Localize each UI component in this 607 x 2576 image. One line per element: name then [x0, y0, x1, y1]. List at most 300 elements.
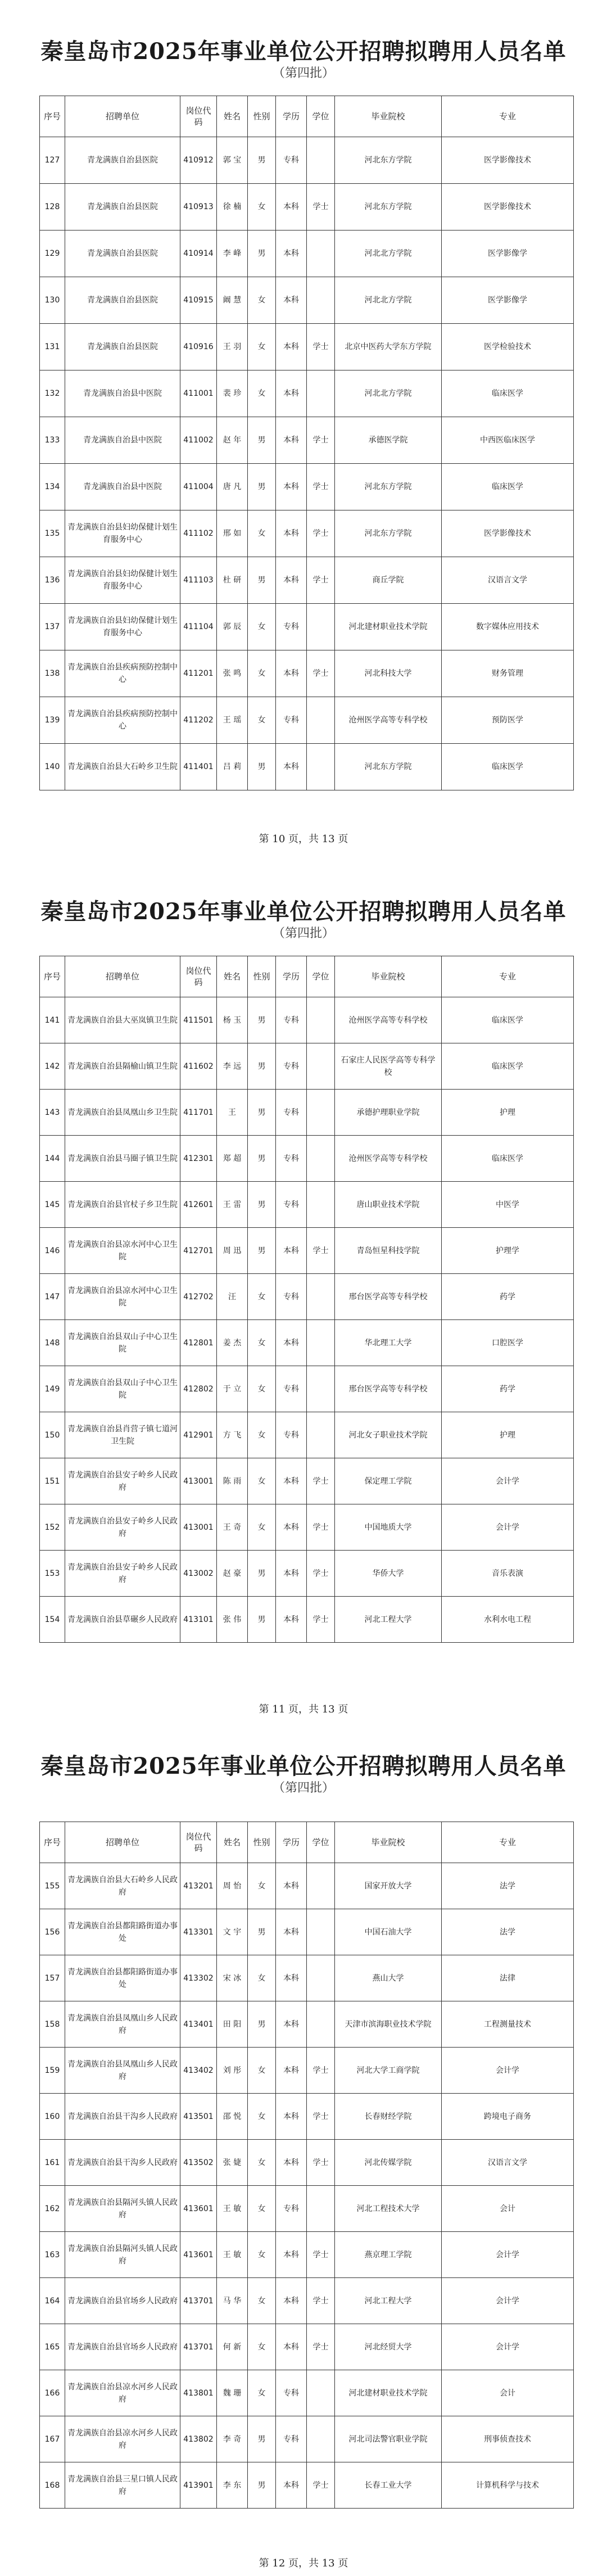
- column-header: 姓名: [217, 1822, 248, 1863]
- table-row: [40, 1136, 574, 1182]
- cell-major: 会计学: [442, 2048, 574, 2094]
- cell-school: 保定理工学院: [335, 1458, 442, 1504]
- cell-school: 河北建材职业技术学院: [335, 604, 442, 650]
- cell-degree: [307, 997, 335, 1043]
- cell-code: 413001: [180, 1458, 217, 1504]
- cell-code: 411501: [180, 997, 217, 1043]
- table-row: [40, 997, 574, 1043]
- cell-degree: [307, 604, 335, 650]
- cell-name: 张 婕: [217, 2140, 248, 2186]
- cell-name: 邵 悦: [217, 2094, 248, 2140]
- cell-major: 会计: [442, 2186, 574, 2232]
- cell-edu: 专科: [276, 2370, 307, 2416]
- cell-name: 郭 辰: [217, 604, 248, 650]
- page-number: 第 11 页，共 13 页: [259, 1703, 348, 1715]
- cell-major: 财务管理: [442, 650, 574, 697]
- cell-no: 134: [40, 464, 65, 510]
- cell-edu: 专科: [276, 997, 307, 1043]
- cell-sex: 女: [248, 2186, 276, 2232]
- table-header-row: [40, 96, 574, 137]
- cell-name: 王: [217, 1090, 248, 1136]
- cell-school: 燕山大学: [335, 1955, 442, 2001]
- cell-edu: 本科: [276, 370, 307, 417]
- cell-code: 411103: [180, 557, 217, 604]
- cell-no: 166: [40, 2370, 65, 2416]
- cell-school: 河北东方学院: [335, 464, 442, 510]
- cell-name: 张 伟: [217, 1597, 248, 1643]
- cell-school: 河北工程大学: [335, 2278, 442, 2324]
- cell-major: 会计: [442, 2370, 574, 2416]
- table-row: [40, 650, 574, 697]
- cell-name: 文 宇: [217, 1909, 248, 1955]
- cell-school: 河北北方学院: [335, 277, 442, 324]
- cell-school: 河北北方学院: [335, 231, 442, 277]
- cell-degree: [307, 1274, 335, 1320]
- cell-no: 130: [40, 277, 65, 324]
- cell-name: 吕 莉: [217, 744, 248, 790]
- table-row: [40, 137, 574, 184]
- cell-major: 跨境电子商务: [442, 2094, 574, 2140]
- column-header: 性别: [248, 956, 276, 997]
- cell-name: 阚 慧: [217, 277, 248, 324]
- cell-edu: 本科: [276, 557, 307, 604]
- page-number: 第 10 页，共 13 页: [259, 833, 348, 845]
- cell-edu: 本科: [276, 2232, 307, 2278]
- cell-degree: 学士: [307, 557, 335, 604]
- cell-sex: 男: [248, 1182, 276, 1228]
- cell-degree: 学士: [307, 324, 335, 370]
- cell-code: 413701: [180, 2324, 217, 2370]
- roster-table: [39, 96, 574, 790]
- cell-edu: 本科: [276, 1863, 307, 1909]
- cell-unit: 青龙满族自治县双山子中心卫生院: [65, 1320, 180, 1366]
- cell-degree: [307, 137, 335, 184]
- cell-major: 预防医学: [442, 697, 574, 744]
- cell-major: 水利水电工程: [442, 1597, 574, 1643]
- cell-name: 周 怡: [217, 1863, 248, 1909]
- cell-code: 413201: [180, 1863, 217, 1909]
- cell-name: 周 迅: [217, 1228, 248, 1274]
- cell-unit: 青龙满族自治县医院: [65, 231, 180, 277]
- cell-code: 411401: [180, 744, 217, 790]
- cell-code: 413301: [180, 1909, 217, 1955]
- cell-code: 411001: [180, 370, 217, 417]
- cell-code: 412301: [180, 1136, 217, 1182]
- cell-name: 刘 彤: [217, 2048, 248, 2094]
- cell-no: 127: [40, 137, 65, 184]
- table-row: [40, 2140, 574, 2186]
- cell-school: 河北工程大学: [335, 1597, 442, 1643]
- cell-degree: [307, 744, 335, 790]
- cell-code: 411701: [180, 1090, 217, 1136]
- cell-edu: 专科: [276, 1274, 307, 1320]
- cell-edu: 专科: [276, 1412, 307, 1458]
- cell-school: 中国地质大学: [335, 1504, 442, 1551]
- cell-unit: 青龙满族自治县双山子中心卫生院: [65, 1366, 180, 1412]
- cell-major: 刑事侦查技术: [442, 2416, 574, 2462]
- cell-name: 宋 冰: [217, 1955, 248, 2001]
- cell-school: 商丘学院: [335, 557, 442, 604]
- cell-school: 唐山职业技术学院: [335, 1182, 442, 1228]
- cell-edu: 本科: [276, 744, 307, 790]
- cell-major: 医学影像技术: [442, 137, 574, 184]
- cell-degree: [307, 1412, 335, 1458]
- cell-unit: 青龙满族自治县干沟乡人民政府: [65, 2140, 180, 2186]
- cell-no: 150: [40, 1412, 65, 1458]
- cell-no: 146: [40, 1228, 65, 1274]
- table-row: [40, 1909, 574, 1955]
- cell-no: 159: [40, 2048, 65, 2094]
- table-row: [40, 1182, 574, 1228]
- cell-no: 132: [40, 370, 65, 417]
- table-row: [40, 417, 574, 464]
- table-row: [40, 1504, 574, 1551]
- cell-name: 邢 如: [217, 510, 248, 557]
- cell-edu: 本科: [276, 277, 307, 324]
- cell-degree: [307, 2370, 335, 2416]
- cell-school: 长春工业大学: [335, 2462, 442, 2509]
- cell-major: 临床医学: [442, 370, 574, 417]
- cell-no: 163: [40, 2232, 65, 2278]
- cell-sex: 男: [248, 2416, 276, 2462]
- cell-degree: 学士: [307, 1228, 335, 1274]
- cell-unit: 青龙满族自治县大石岭乡卫生院: [65, 744, 180, 790]
- cell-school: 河北传媒学院: [335, 2140, 442, 2186]
- page-number: 第 12 页，共 13 页: [259, 2557, 348, 2569]
- cell-school: 河北东方学院: [335, 184, 442, 231]
- cell-degree: [307, 277, 335, 324]
- cell-sex: 女: [248, 184, 276, 231]
- cell-sex: 男: [248, 1228, 276, 1274]
- cell-unit: 青龙满族自治县官场乡人民政府: [65, 2278, 180, 2324]
- cell-no: 138: [40, 650, 65, 697]
- table-row: [40, 604, 574, 650]
- cell-degree: 学士: [307, 2094, 335, 2140]
- cell-edu: 本科: [276, 1551, 307, 1597]
- cell-no: 147: [40, 1274, 65, 1320]
- cell-name: 王 雷: [217, 1182, 248, 1228]
- cell-code: 413302: [180, 1955, 217, 2001]
- column-header: 学历: [276, 956, 307, 997]
- cell-degree: 学士: [307, 650, 335, 697]
- cell-name: 王 敏: [217, 2232, 248, 2278]
- cell-degree: [307, 1909, 335, 1955]
- cell-school: 河北经贸大学: [335, 2324, 442, 2370]
- cell-degree: 学士: [307, 2324, 335, 2370]
- table-header-row: [40, 956, 574, 997]
- cell-school: 中国石油大学: [335, 1909, 442, 1955]
- cell-name: 杨 玉: [217, 997, 248, 1043]
- cell-no: 161: [40, 2140, 65, 2186]
- cell-edu: 本科: [276, 231, 307, 277]
- cell-no: 140: [40, 744, 65, 790]
- cell-unit: 青龙满族自治县妇幼保健计划生育服务中心: [65, 604, 180, 650]
- column-header: 岗位代码: [180, 1822, 217, 1863]
- cell-degree: [307, 1863, 335, 1909]
- cell-name: 李 东: [217, 2462, 248, 2509]
- cell-edu: 本科: [276, 2140, 307, 2186]
- cell-name: 汪: [217, 1274, 248, 1320]
- cell-unit: 青龙满族自治县都阳路街道办事处: [65, 1955, 180, 2001]
- cell-unit: 青龙满族自治县妇幼保健计划生育服务中心: [65, 510, 180, 557]
- cell-name: 魏 珊: [217, 2370, 248, 2416]
- cell-degree: [307, 697, 335, 744]
- cell-no: 165: [40, 2324, 65, 2370]
- table-row: [40, 324, 574, 370]
- cell-no: 142: [40, 1043, 65, 1090]
- roster-table: [39, 1822, 574, 2509]
- cell-major: 医学检验技术: [442, 324, 574, 370]
- cell-unit: 青龙满族自治县医院: [65, 324, 180, 370]
- cell-sex: 女: [248, 697, 276, 744]
- cell-code: 410916: [180, 324, 217, 370]
- cell-school: 河北工程技术大学: [335, 2186, 442, 2232]
- cell-school: 国家开放大学: [335, 1863, 442, 1909]
- cell-degree: [307, 2416, 335, 2462]
- cell-no: 133: [40, 417, 65, 464]
- column-header: 序号: [40, 96, 65, 137]
- column-header: 岗位代码: [180, 96, 217, 137]
- cell-sex: 女: [248, 2370, 276, 2416]
- cell-code: 413402: [180, 2048, 217, 2094]
- cell-school: 河北东方学院: [335, 744, 442, 790]
- cell-sex: 男: [248, 2462, 276, 2509]
- cell-school: 河北司法警官职业学院: [335, 2416, 442, 2462]
- cell-sex: 男: [248, 1043, 276, 1090]
- cell-edu: 本科: [276, 2001, 307, 2048]
- cell-code: 413502: [180, 2140, 217, 2186]
- cell-degree: 学士: [307, 1504, 335, 1551]
- cell-degree: [307, 231, 335, 277]
- column-header: 学位: [307, 956, 335, 997]
- cell-major: 护理学: [442, 1228, 574, 1274]
- cell-sex: 男: [248, 137, 276, 184]
- column-header: 序号: [40, 956, 65, 997]
- cell-unit: 青龙满族自治县医院: [65, 184, 180, 231]
- cell-school: 河北大学工商学院: [335, 2048, 442, 2094]
- cell-school: 邢台医学高等专科学校: [335, 1366, 442, 1412]
- cell-no: 139: [40, 697, 65, 744]
- cell-no: 131: [40, 324, 65, 370]
- cell-no: 137: [40, 604, 65, 650]
- cell-degree: 学士: [307, 464, 335, 510]
- cell-school: 北京中医药大学东方学院: [335, 324, 442, 370]
- roster-table: [39, 956, 574, 1643]
- cell-edu: 专科: [276, 2186, 307, 2232]
- cell-major: 临床医学: [442, 1043, 574, 1090]
- cell-major: 计算机科学与技术: [442, 2462, 574, 2509]
- table-row: [40, 231, 574, 277]
- cell-no: 152: [40, 1504, 65, 1551]
- cell-school: 邢台医学高等专科学校: [335, 1274, 442, 1320]
- cell-edu: 专科: [276, 1136, 307, 1182]
- cell-unit: 青龙满族自治县隔河头镇人民政府: [65, 2186, 180, 2232]
- cell-edu: 本科: [276, 1504, 307, 1551]
- cell-code: 411002: [180, 417, 217, 464]
- cell-name: 李 奇: [217, 2416, 248, 2462]
- table-row: [40, 2370, 574, 2416]
- cell-degree: 学士: [307, 417, 335, 464]
- cell-edu: 本科: [276, 1228, 307, 1274]
- cell-no: 136: [40, 557, 65, 604]
- cell-no: 141: [40, 997, 65, 1043]
- cell-unit: 青龙满族自治县凉水河乡人民政府: [65, 2370, 180, 2416]
- column-header: 招聘单位: [65, 96, 180, 137]
- cell-school: 河北建材职业技术学院: [335, 2370, 442, 2416]
- cell-major: 法律: [442, 1955, 574, 2001]
- cell-major: 医学影像技术: [442, 510, 574, 557]
- cell-unit: 青龙满族自治县肖营子镇七道河卫生院: [65, 1412, 180, 1458]
- cell-sex: 男: [248, 1090, 276, 1136]
- table-row: [40, 2094, 574, 2140]
- cell-major: 护理: [442, 1090, 574, 1136]
- cell-edu: 专科: [276, 697, 307, 744]
- cell-code: 413401: [180, 2001, 217, 2048]
- cell-major: 会计学: [442, 2232, 574, 2278]
- cell-name: 杜 研: [217, 557, 248, 604]
- column-header: 学位: [307, 96, 335, 137]
- table-row: [40, 1090, 574, 1136]
- cell-name: 何 新: [217, 2324, 248, 2370]
- cell-no: 149: [40, 1366, 65, 1412]
- table-row: [40, 2278, 574, 2324]
- cell-edu: 专科: [276, 1366, 307, 1412]
- page-title: 秦皇岛市2025年事业单位公开招聘拟聘用人员名单: [40, 38, 567, 65]
- cell-edu: 专科: [276, 1182, 307, 1228]
- cell-name: 张 鸣: [217, 650, 248, 697]
- cell-code: 411104: [180, 604, 217, 650]
- cell-unit: 青龙满族自治县都阳路街道办事处: [65, 1909, 180, 1955]
- table-row: [40, 1228, 574, 1274]
- column-header: 专业: [442, 96, 574, 137]
- cell-name: 马 华: [217, 2278, 248, 2324]
- cell-school: 沧州医学高等专科学校: [335, 697, 442, 744]
- cell-sex: 女: [248, 1412, 276, 1458]
- column-header: 学历: [276, 1822, 307, 1863]
- cell-school: 华侨大学: [335, 1551, 442, 1597]
- table-row: [40, 464, 574, 510]
- cell-sex: 女: [248, 1504, 276, 1551]
- cell-school: 天津市滨海职业技术学院: [335, 2001, 442, 2048]
- cell-edu: 专科: [276, 2416, 307, 2462]
- cell-sex: 女: [248, 2324, 276, 2370]
- cell-major: 药学: [442, 1366, 574, 1412]
- cell-school: 河北东方学院: [335, 137, 442, 184]
- cell-code: 413101: [180, 1597, 217, 1643]
- cell-code: 413001: [180, 1504, 217, 1551]
- table-row: [40, 2001, 574, 2048]
- cell-major: 临床医学: [442, 1136, 574, 1182]
- cell-no: 154: [40, 1597, 65, 1643]
- cell-major: 医学影像学: [442, 231, 574, 277]
- cell-edu: 本科: [276, 650, 307, 697]
- cell-sex: 男: [248, 417, 276, 464]
- cell-sex: 女: [248, 1955, 276, 2001]
- cell-sex: 男: [248, 231, 276, 277]
- cell-school: 沧州医学高等专科学校: [335, 1136, 442, 1182]
- cell-degree: 学士: [307, 1458, 335, 1504]
- cell-unit: 青龙满族自治县医院: [65, 277, 180, 324]
- cell-no: 156: [40, 1909, 65, 1955]
- cell-no: 162: [40, 2186, 65, 2232]
- cell-code: 412701: [180, 1228, 217, 1274]
- cell-sex: 女: [248, 2278, 276, 2324]
- cell-school: 河北科技大学: [335, 650, 442, 697]
- cell-major: 数字媒体应用技术: [442, 604, 574, 650]
- cell-school: 华北理工大学: [335, 1320, 442, 1366]
- cell-no: 144: [40, 1136, 65, 1182]
- cell-name: 唐 凡: [217, 464, 248, 510]
- cell-name: 方 飞: [217, 1412, 248, 1458]
- cell-degree: 学士: [307, 1597, 335, 1643]
- table-row: [40, 2232, 574, 2278]
- cell-name: 田 阳: [217, 2001, 248, 2048]
- cell-name: 王 敏: [217, 2186, 248, 2232]
- cell-sex: 女: [248, 1274, 276, 1320]
- cell-unit: 青龙满族自治县凤凰山乡人民政府: [65, 2001, 180, 2048]
- cell-school: 承德医学院: [335, 417, 442, 464]
- table-row: [40, 277, 574, 324]
- column-header: 毕业院校: [335, 1822, 442, 1863]
- cell-unit: 青龙满族自治县干沟乡人民政府: [65, 2094, 180, 2140]
- cell-code: 412601: [180, 1182, 217, 1228]
- cell-unit: 青龙满族自治县中医院: [65, 370, 180, 417]
- cell-name: 郑 超: [217, 1136, 248, 1182]
- cell-no: 158: [40, 2001, 65, 2048]
- cell-code: 410915: [180, 277, 217, 324]
- cell-unit: 青龙满族自治县官场乡人民政府: [65, 2324, 180, 2370]
- cell-no: 164: [40, 2278, 65, 2324]
- column-header: 姓名: [217, 956, 248, 997]
- column-header: 毕业院校: [335, 96, 442, 137]
- cell-edu: 专科: [276, 1090, 307, 1136]
- cell-edu: 专科: [276, 1043, 307, 1090]
- cell-no: 143: [40, 1090, 65, 1136]
- cell-unit: 青龙满族自治县三星口镇人民政府: [65, 2462, 180, 2509]
- cell-major: 临床医学: [442, 744, 574, 790]
- cell-edu: 本科: [276, 324, 307, 370]
- cell-school: 河北东方学院: [335, 510, 442, 557]
- cell-unit: 青龙满族自治县隔榆山镇卫生院: [65, 1043, 180, 1090]
- cell-code: 410912: [180, 137, 217, 184]
- cell-code: 411004: [180, 464, 217, 510]
- cell-sex: 女: [248, 1458, 276, 1504]
- cell-major: 法学: [442, 1909, 574, 1955]
- cell-name: 王 奇: [217, 1504, 248, 1551]
- cell-name: 郭 宝: [217, 137, 248, 184]
- cell-sex: 女: [248, 370, 276, 417]
- cell-code: 410913: [180, 184, 217, 231]
- cell-no: 129: [40, 231, 65, 277]
- cell-school: 燕京理工学院: [335, 2232, 442, 2278]
- cell-code: 411102: [180, 510, 217, 557]
- cell-school: 青岛恒星科技学院: [335, 1228, 442, 1274]
- cell-major: 音乐表演: [442, 1551, 574, 1597]
- cell-code: 412802: [180, 1366, 217, 1412]
- cell-code: 413901: [180, 2462, 217, 2509]
- cell-edu: 本科: [276, 2278, 307, 2324]
- cell-unit: 青龙满族自治县凉水河中心卫生院: [65, 1274, 180, 1320]
- cell-sex: 女: [248, 510, 276, 557]
- cell-unit: 青龙满族自治县大巫岚镇卫生院: [65, 997, 180, 1043]
- cell-no: 153: [40, 1551, 65, 1597]
- cell-sex: 男: [248, 1551, 276, 1597]
- cell-degree: [307, 1136, 335, 1182]
- table-row: [40, 697, 574, 744]
- cell-sex: 女: [248, 2094, 276, 2140]
- table-row: [40, 2186, 574, 2232]
- cell-sex: 女: [248, 1863, 276, 1909]
